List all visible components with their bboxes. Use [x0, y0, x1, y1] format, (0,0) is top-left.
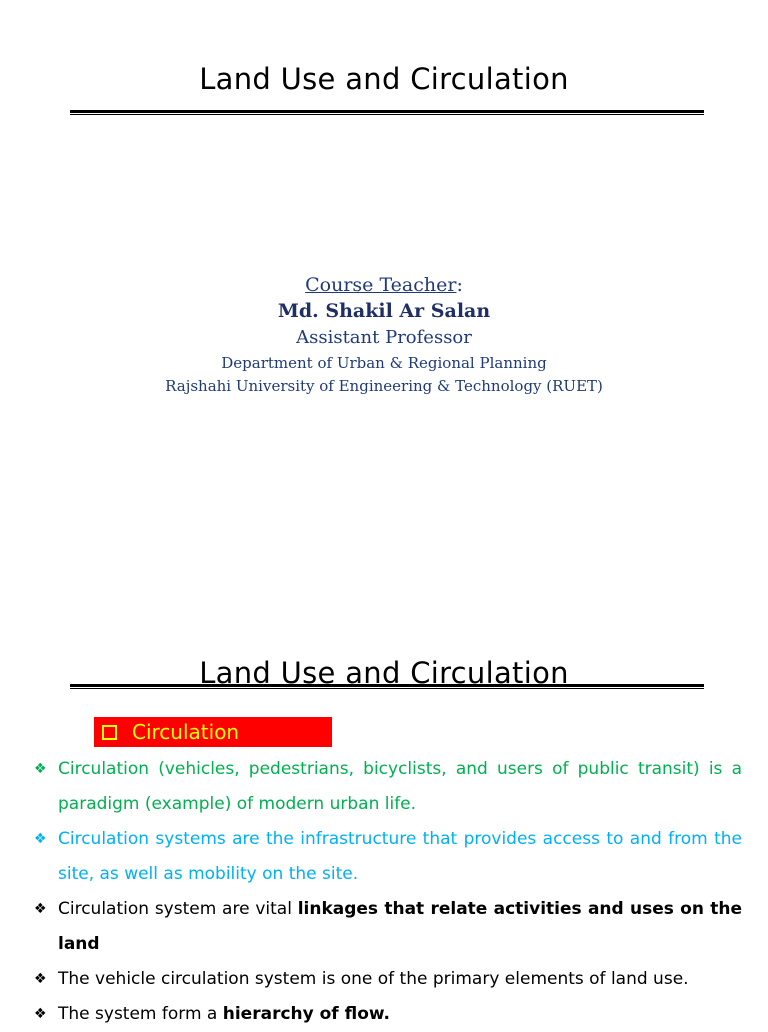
checkbox-bullet-icon [102, 725, 117, 740]
diamond-bullet-icon: ❖ [34, 901, 47, 917]
content-slide [0, 620, 768, 1024]
teacher-department: Department of Urban & Regional Planning [221, 354, 547, 372]
teacher-info [0, 272, 768, 398]
list-item: ❖ The vehicle circulation system is one of the primary elements of land use. [34, 962, 742, 997]
diamond-bullet-icon: ❖ [34, 831, 47, 847]
section-heading [94, 717, 332, 747]
bullet-list [34, 752, 742, 1032]
course-teacher-colon: : [456, 274, 463, 296]
slide-title: Land Use and Circulation [199, 62, 569, 96]
section-heading-label: Circulation [132, 720, 240, 744]
course-teacher-label: Course Teacher [305, 274, 457, 296]
teacher-rank: Assistant Professor [296, 327, 472, 348]
diamond-bullet-icon: ❖ [34, 761, 47, 777]
slide-title: Land Use and Circulation [199, 656, 569, 690]
list-item: ❖ Circulation systems are the infrastructure that provides access to and from the site, as well as mobility on the site. [34, 822, 742, 892]
list-item: ❖ The system form a hierarchy of flow. [34, 997, 742, 1032]
title-divider [70, 110, 704, 115]
teacher-university: Rajshahi University of Engineering & Technology (RUET) [165, 377, 603, 395]
teacher-name: Md. Shakil Ar Salan [277, 300, 491, 322]
list-item: ❖ Circulation system are vital linkages that relate activities and uses on the land [34, 892, 742, 962]
diamond-bullet-icon: ❖ [34, 971, 47, 987]
title-divider [70, 684, 704, 689]
list-item: ❖ Circulation (vehicles, pedestrians, bicyclists, and users of public transit) is a paradigm (example) of modern urban life. [34, 752, 742, 822]
diamond-bullet-icon: ❖ [34, 1006, 47, 1022]
